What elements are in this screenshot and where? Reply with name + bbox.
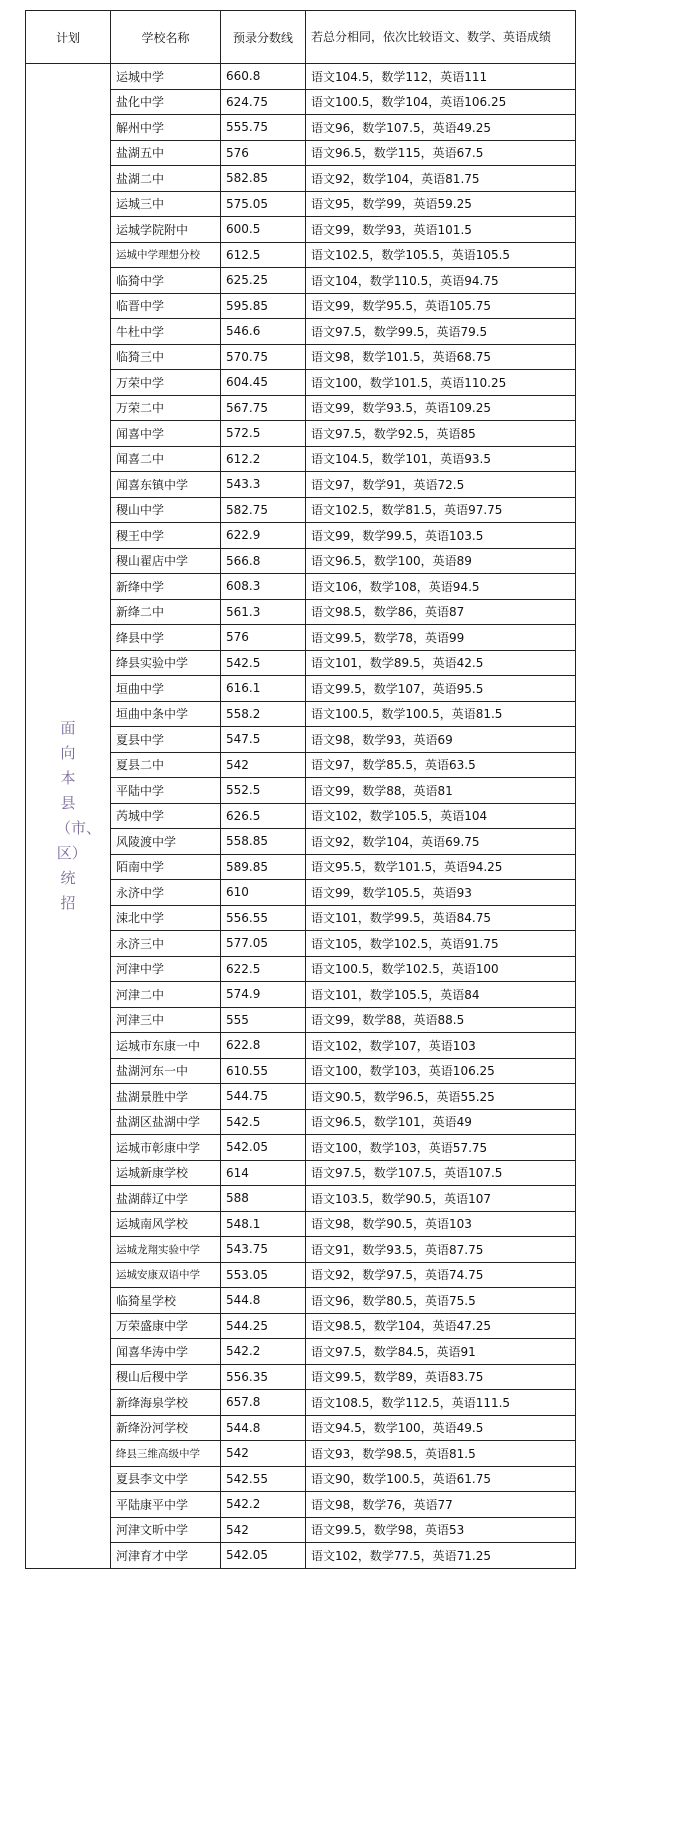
tiebreak-cell: 语文94.5，数学100，英语49.5 (306, 1415, 576, 1441)
header-tiebreak: 若总分相同，依次比较语文、数学、英语成绩 (306, 11, 576, 64)
tiebreak-cell: 语文100，数学103，英语57.75 (306, 1135, 576, 1161)
score-cell: 542.05 (221, 1543, 306, 1569)
tiebreak-cell: 语文99，数学105.5，英语93 (306, 880, 576, 906)
score-cell: 556.35 (221, 1364, 306, 1390)
school-name-cell: 运城中学理想分校 (111, 242, 221, 268)
tiebreak-cell: 语文100，数学103，英语106.25 (306, 1058, 576, 1084)
score-cell: 595.85 (221, 293, 306, 319)
score-cell: 612.2 (221, 446, 306, 472)
school-name-cell: 夏县李文中学 (111, 1466, 221, 1492)
tiebreak-cell: 语文102，数学107，英语103 (306, 1033, 576, 1059)
header-row (26, 11, 576, 64)
school-name-cell: 万荣二中 (111, 395, 221, 421)
school-name-cell: 永济三中 (111, 931, 221, 957)
tiebreak-cell: 语文99.5，数学107，英语95.5 (306, 676, 576, 702)
score-cell: 544.75 (221, 1084, 306, 1110)
tiebreak-cell: 语文97.5，数学84.5，英语91 (306, 1339, 576, 1365)
header-school: 学校名称 (111, 11, 221, 64)
score-cell: 582.85 (221, 166, 306, 192)
score-cell: 552.5 (221, 778, 306, 804)
score-cell: 553.05 (221, 1262, 306, 1288)
school-name-cell: 盐化中学 (111, 89, 221, 115)
score-cell: 546.6 (221, 319, 306, 345)
score-cell: 544.8 (221, 1288, 306, 1314)
school-name-cell: 运城市彰康中学 (111, 1135, 221, 1161)
score-cell: 616.1 (221, 676, 306, 702)
school-name-cell: 万荣中学 (111, 370, 221, 396)
tiebreak-cell: 语文98，数学101.5，英语68.75 (306, 344, 576, 370)
tiebreak-cell: 语文100.5，数学102.5，英语100 (306, 956, 576, 982)
score-cell: 588 (221, 1186, 306, 1212)
school-name-cell: 新绛二中 (111, 599, 221, 625)
school-name-cell: 闻喜华涛中学 (111, 1339, 221, 1365)
tiebreak-cell: 语文98，数学76，英语77 (306, 1492, 576, 1518)
tiebreak-cell: 语文106，数学108，英语94.5 (306, 574, 576, 600)
tiebreak-cell: 语文99，数学88，英语81 (306, 778, 576, 804)
tiebreak-cell: 语文108.5，数学112.5，英语111.5 (306, 1390, 576, 1416)
school-name-cell: 陌南中学 (111, 854, 221, 880)
tiebreak-cell: 语文92，数学104，英语81.75 (306, 166, 576, 192)
school-name-cell: 新绛中学 (111, 574, 221, 600)
tiebreak-cell: 语文91，数学93.5，英语87.75 (306, 1237, 576, 1263)
score-cell: 542 (221, 1441, 306, 1467)
score-cell: 542.2 (221, 1492, 306, 1518)
school-name-cell: 河津三中 (111, 1007, 221, 1033)
school-name-cell: 盐湖二中 (111, 166, 221, 192)
school-name-cell: 临猗中学 (111, 268, 221, 294)
score-cell: 610 (221, 880, 306, 906)
tiebreak-cell: 语文90，数学100.5，英语61.75 (306, 1466, 576, 1492)
tiebreak-cell: 语文101，数学105.5，英语84 (306, 982, 576, 1008)
tiebreak-cell: 语文105，数学102.5，英语91.75 (306, 931, 576, 957)
header-score: 预录分数线 (221, 11, 306, 64)
tiebreak-cell: 语文99，数学93，英语101.5 (306, 217, 576, 243)
tiebreak-cell: 语文92，数学104，英语69.75 (306, 829, 576, 855)
school-name-cell: 盐湖景胜中学 (111, 1084, 221, 1110)
tiebreak-cell: 语文96.5，数学100，英语89 (306, 548, 576, 574)
admission-table (25, 10, 576, 1569)
tiebreak-cell: 语文104.5，数学101，英语93.5 (306, 446, 576, 472)
school-name-cell: 闻喜东镇中学 (111, 472, 221, 498)
score-cell: 576 (221, 625, 306, 651)
tiebreak-cell: 语文90.5，数学96.5，英语55.25 (306, 1084, 576, 1110)
tiebreak-cell: 语文92，数学97.5，英语74.75 (306, 1262, 576, 1288)
tiebreak-cell: 语文99.5，数学98，英语53 (306, 1517, 576, 1543)
score-cell: 622.8 (221, 1033, 306, 1059)
score-cell: 543.3 (221, 472, 306, 498)
school-name-cell: 绛县实验中学 (111, 650, 221, 676)
school-name-cell: 运城安康双语中学 (111, 1262, 221, 1288)
school-name-cell: 平陆中学 (111, 778, 221, 804)
score-cell: 600.5 (221, 217, 306, 243)
score-cell: 657.8 (221, 1390, 306, 1416)
school-name-cell: 涑北中学 (111, 905, 221, 931)
score-cell: 556.55 (221, 905, 306, 931)
school-name-cell: 芮城中学 (111, 803, 221, 829)
score-cell: 548.1 (221, 1211, 306, 1237)
tiebreak-cell: 语文96，数学80.5，英语75.5 (306, 1288, 576, 1314)
tiebreak-cell: 语文95.5，数学101.5，英语94.25 (306, 854, 576, 880)
score-cell: 561.3 (221, 599, 306, 625)
score-cell: 610.55 (221, 1058, 306, 1084)
school-name-cell: 稷山后稷中学 (111, 1364, 221, 1390)
tiebreak-cell: 语文104，数学110.5，英语94.75 (306, 268, 576, 294)
school-name-cell: 新绛海泉学校 (111, 1390, 221, 1416)
school-name-cell: 万荣盛康中学 (111, 1313, 221, 1339)
score-cell: 622.9 (221, 523, 306, 549)
score-cell: 542 (221, 752, 306, 778)
tiebreak-cell: 语文102.5，数学105.5，英语105.5 (306, 242, 576, 268)
tiebreak-cell: 语文100.5，数学100.5，英语81.5 (306, 701, 576, 727)
tiebreak-cell: 语文99.5，数学78，英语99 (306, 625, 576, 651)
school-name-cell: 河津二中 (111, 982, 221, 1008)
school-name-cell: 临猗三中 (111, 344, 221, 370)
score-cell: 542.55 (221, 1466, 306, 1492)
school-name-cell: 新绛汾河学校 (111, 1415, 221, 1441)
tiebreak-cell: 语文102.5，数学81.5，英语97.75 (306, 497, 576, 523)
tiebreak-cell: 语文99，数学99.5，英语103.5 (306, 523, 576, 549)
school-name-cell: 河津育才中学 (111, 1543, 221, 1569)
score-cell: 660.8 (221, 64, 306, 90)
score-cell: 567.75 (221, 395, 306, 421)
school-name-cell: 解州中学 (111, 115, 221, 141)
school-name-cell: 平陆康平中学 (111, 1492, 221, 1518)
score-cell: 547.5 (221, 727, 306, 753)
tiebreak-cell: 语文100.5，数学104，英语106.25 (306, 89, 576, 115)
school-name-cell: 盐湖五中 (111, 140, 221, 166)
score-cell: 577.05 (221, 931, 306, 957)
tiebreak-cell: 语文97，数学85.5，英语63.5 (306, 752, 576, 778)
header-plan: 计划 (26, 11, 111, 64)
tiebreak-cell: 语文100，数学101.5，英语110.25 (306, 370, 576, 396)
score-cell: 566.8 (221, 548, 306, 574)
score-cell: 542.2 (221, 1339, 306, 1365)
score-cell: 608.3 (221, 574, 306, 600)
tiebreak-cell: 语文97.5，数学107.5，英语107.5 (306, 1160, 576, 1186)
tiebreak-cell: 语文98，数学90.5，英语103 (306, 1211, 576, 1237)
tiebreak-cell: 语文104.5，数学112，英语111 (306, 64, 576, 90)
score-cell: 624.75 (221, 89, 306, 115)
tiebreak-cell: 语文97，数学91，英语72.5 (306, 472, 576, 498)
tiebreak-cell: 语文97.5，数学92.5，英语85 (306, 421, 576, 447)
tiebreak-cell: 语文99.5，数学89，英语83.75 (306, 1364, 576, 1390)
school-name-cell: 河津中学 (111, 956, 221, 982)
school-name-cell: 盐湖薛辽中学 (111, 1186, 221, 1212)
school-name-cell: 运城学院附中 (111, 217, 221, 243)
score-cell: 622.5 (221, 956, 306, 982)
school-name-cell: 稷山翟店中学 (111, 548, 221, 574)
school-name-cell: 风陵渡中学 (111, 829, 221, 855)
school-name-cell: 盐湖河东一中 (111, 1058, 221, 1084)
score-cell: 542 (221, 1517, 306, 1543)
plan-label: 面向本县（市、区）统招 (56, 718, 102, 912)
score-cell: 572.5 (221, 421, 306, 447)
tiebreak-cell: 语文99，数学93.5，英语109.25 (306, 395, 576, 421)
score-cell: 542.05 (221, 1135, 306, 1161)
score-cell: 558.2 (221, 701, 306, 727)
school-name-cell: 运城中学 (111, 64, 221, 90)
school-name-cell: 稷王中学 (111, 523, 221, 549)
school-name-cell: 垣曲中条中学 (111, 701, 221, 727)
score-cell: 612.5 (221, 242, 306, 268)
school-name-cell: 运城龙翔实验中学 (111, 1237, 221, 1263)
score-cell: 574.9 (221, 982, 306, 1008)
score-cell: 604.45 (221, 370, 306, 396)
score-cell: 544.25 (221, 1313, 306, 1339)
document-page (25, 10, 575, 1569)
tiebreak-cell: 语文102，数学77.5，英语71.25 (306, 1543, 576, 1569)
score-cell: 625.25 (221, 268, 306, 294)
tiebreak-cell: 语文97.5，数学99.5，英语79.5 (306, 319, 576, 345)
tiebreak-cell: 语文99，数学95.5，英语105.75 (306, 293, 576, 319)
tiebreak-cell: 语文99，数学88，英语88.5 (306, 1007, 576, 1033)
tiebreak-cell: 语文96.5，数学101，英语49 (306, 1109, 576, 1135)
school-name-cell: 垣曲中学 (111, 676, 221, 702)
score-cell: 542.5 (221, 1109, 306, 1135)
tiebreak-cell: 语文96.5，数学115，英语67.5 (306, 140, 576, 166)
table-row (26, 64, 576, 90)
score-cell: 576 (221, 140, 306, 166)
school-name-cell: 运城三中 (111, 191, 221, 217)
school-name-cell: 牛杜中学 (111, 319, 221, 345)
school-name-cell: 绛县三维高级中学 (111, 1441, 221, 1467)
tiebreak-cell: 语文101，数学89.5，英语42.5 (306, 650, 576, 676)
score-cell: 555 (221, 1007, 306, 1033)
tiebreak-cell: 语文93，数学98.5，英语81.5 (306, 1441, 576, 1467)
score-cell: 544.8 (221, 1415, 306, 1441)
tiebreak-cell: 语文98.5，数学104，英语47.25 (306, 1313, 576, 1339)
tiebreak-cell: 语文102，数学105.5，英语104 (306, 803, 576, 829)
score-cell: 575.05 (221, 191, 306, 217)
school-name-cell: 稷山中学 (111, 497, 221, 523)
tiebreak-cell: 语文95，数学99，英语59.25 (306, 191, 576, 217)
tiebreak-cell: 语文98，数学93，英语69 (306, 727, 576, 753)
score-cell: 589.85 (221, 854, 306, 880)
school-name-cell: 夏县中学 (111, 727, 221, 753)
score-cell: 614 (221, 1160, 306, 1186)
tiebreak-cell: 语文96，数学107.5，英语49.25 (306, 115, 576, 141)
school-name-cell: 永济中学 (111, 880, 221, 906)
score-cell: 570.75 (221, 344, 306, 370)
school-name-cell: 绛县中学 (111, 625, 221, 651)
plan-cell (26, 64, 111, 1569)
school-name-cell: 闻喜中学 (111, 421, 221, 447)
score-cell: 555.75 (221, 115, 306, 141)
school-name-cell: 盐湖区盐湖中学 (111, 1109, 221, 1135)
tiebreak-cell: 语文98.5，数学86，英语87 (306, 599, 576, 625)
table-body (26, 64, 576, 1569)
score-cell: 542.5 (221, 650, 306, 676)
score-cell: 582.75 (221, 497, 306, 523)
school-name-cell: 运城市东康一中 (111, 1033, 221, 1059)
school-name-cell: 闻喜二中 (111, 446, 221, 472)
school-name-cell: 河津文昕中学 (111, 1517, 221, 1543)
school-name-cell: 夏县二中 (111, 752, 221, 778)
school-name-cell: 运城南风学校 (111, 1211, 221, 1237)
score-cell: 558.85 (221, 829, 306, 855)
school-name-cell: 临猗星学校 (111, 1288, 221, 1314)
tiebreak-cell: 语文103.5，数学90.5，英语107 (306, 1186, 576, 1212)
score-cell: 626.5 (221, 803, 306, 829)
school-name-cell: 运城新康学校 (111, 1160, 221, 1186)
tiebreak-cell: 语文101，数学99.5，英语84.75 (306, 905, 576, 931)
school-name-cell: 临晋中学 (111, 293, 221, 319)
score-cell: 543.75 (221, 1237, 306, 1263)
